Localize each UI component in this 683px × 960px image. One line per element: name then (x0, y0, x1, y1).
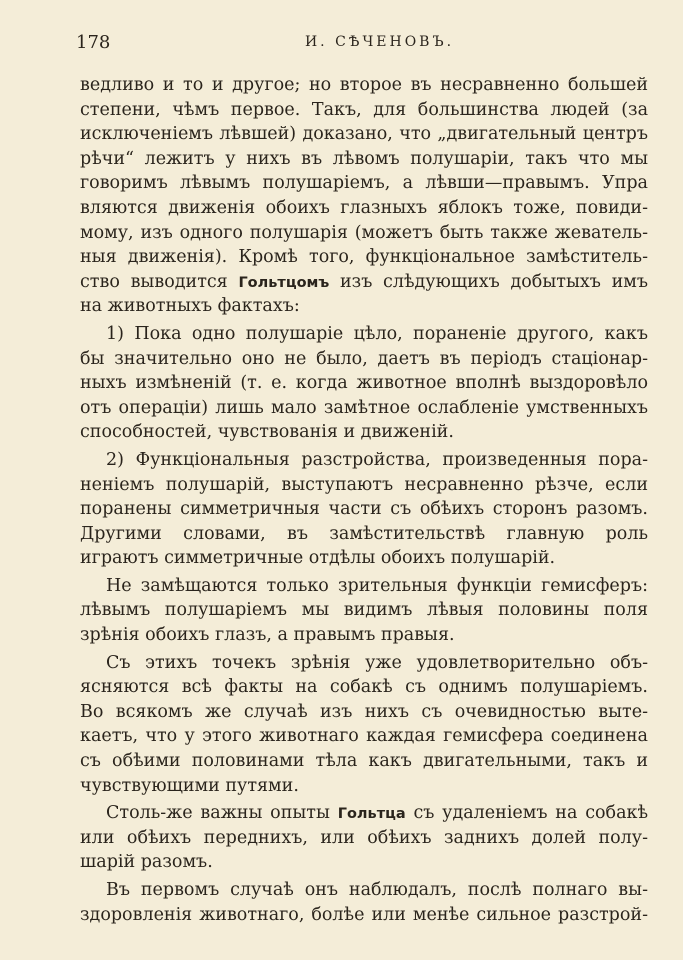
text-line: Съ этихъ точекъ зрѣнія уже удовлетворительно объ- (106, 652, 648, 673)
text-line: зрѣнія обоихъ глазъ, а правымъ правыя. (80, 625, 455, 646)
text-line: Въ первомъ случаѣ онъ наблюдалъ, послѣ полнаго вы- (106, 880, 648, 900)
text-line: играютъ симметричные отдѣлы обоихъ полушарій. (80, 548, 556, 569)
text-line: Столь-же важны опыты Гольтца съ удаленіемъ на собакѣ (106, 803, 648, 824)
text-line: вляются движенія обоихъ глазныхъ яблокъ тоже, повиди- (80, 197, 648, 218)
running-head: И. СѢЧЕНОВЪ. (304, 34, 455, 50)
text-line: Не замѣщаются только зрительныя функціи гемисферъ: (106, 575, 648, 596)
text-line: ясняются всѣ факты на собакѣ съ однимъ полушаріемъ. (80, 677, 648, 698)
text-line: ство выводится Гольтцомъ изъ слѣдующихъ добытыхъ имъ (80, 271, 648, 292)
text-line: мому, изъ одного полушарія (можетъ быть также жеватель- (80, 222, 648, 243)
text-line: неніемъ полушарій, выступаютъ несравненно рѣзче, если (80, 474, 648, 495)
text-line: поранены симметричныя части съ обѣихъ сторонъ разомъ. (80, 499, 648, 520)
page-number: 178 (76, 32, 111, 53)
text-line: здоровленія животнаго, болѣе или менѣе сильное разстрой- (80, 904, 648, 925)
text-line: степени, чѣмъ первое. Такъ, для большинства людей (за (80, 99, 648, 120)
text-line: съ обѣими половинами тѣла какъ двигательными, такъ и (80, 751, 648, 772)
text-line: чувствующими путями. (80, 775, 299, 796)
text-line: ведливо и то и другое; но второе въ несравненно большей (80, 75, 648, 95)
text-line: 2) Функціональныя разстройства, произведенныя пора- (106, 449, 648, 470)
text-line: ныя движенія). Кромѣ того, функціональное замѣститель- (80, 247, 648, 268)
text-line: на животныхъ фактахъ: (80, 296, 300, 317)
text-line: рѣчи“ лежитъ у нихъ въ лѣвомъ полушаріи, такъ что мы (80, 148, 648, 169)
text-line: или обѣихъ переднихъ, или обѣихъ заднихъ долей полу- (80, 827, 648, 848)
text-line: говоримъ лѣвымъ полушаріемъ, а лѣвши—правымъ. Упра (80, 173, 648, 194)
text-line: бы значительно оно не было, даетъ въ періодъ стаціонар- (80, 348, 648, 369)
body-text (80, 73, 648, 927)
text-line: Во всякомъ же случаѣ изъ нихъ съ очевидностью выте- (80, 701, 648, 722)
page-header (76, 32, 643, 62)
author-name: Гольтца (337, 806, 406, 823)
text-line: исключеніемъ лѣвшей) доказано, что „двигательный центръ (80, 124, 648, 145)
text-line: 1) Пока одно полушаріе цѣло, пораненіе другого, какъ (106, 323, 648, 344)
text-line: лѣвымъ полушаріемъ мы видимъ лѣвыя половины поля (80, 600, 648, 621)
text-line: каетъ, что у этого животнаго каждая гемисфера соединена (80, 726, 648, 747)
text-line: шарій разомъ. (80, 852, 213, 873)
text-line: Другими словами, въ замѣстительствѣ главную роль (80, 523, 648, 544)
text-line: способностей, чувствованія и движеній. (80, 422, 454, 443)
author-name: Гольтцомъ (238, 274, 330, 291)
text-line: отъ операціи) лишь мало замѣтное ослабленіе умственныхъ (80, 397, 648, 418)
text-line: ныхъ измѣненій (т. е. когда животное вполнѣ выздоровѣло (80, 373, 648, 394)
